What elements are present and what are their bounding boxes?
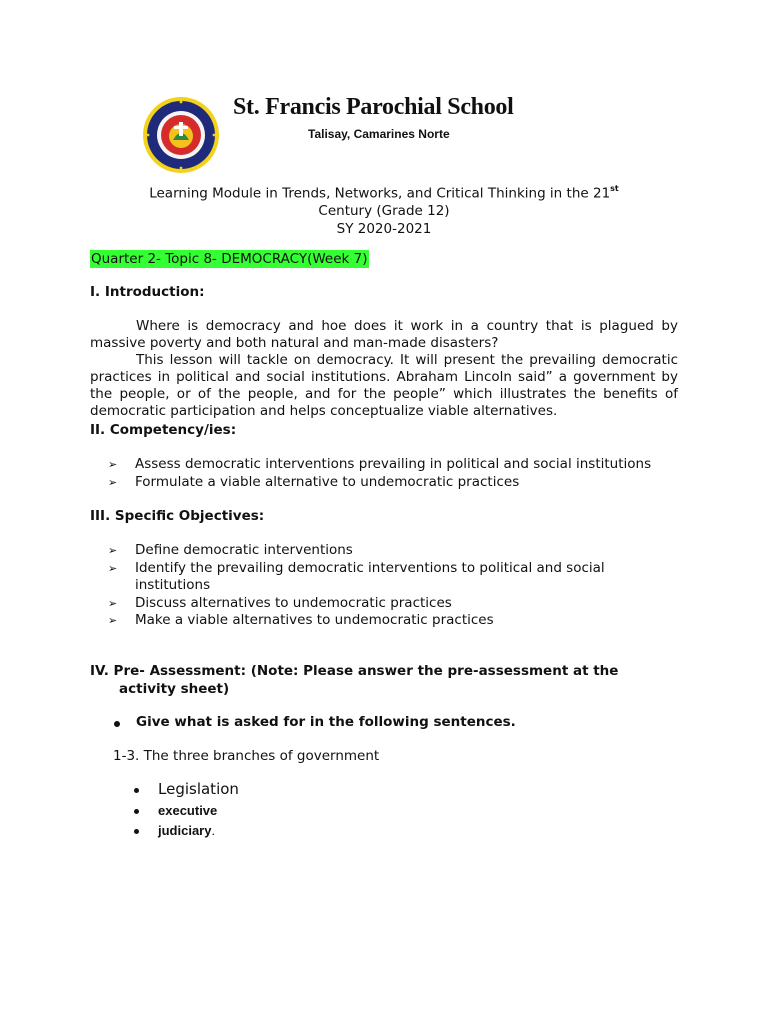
list-item (108, 612, 678, 630)
introduction-paragraph-2-text: This lesson will tackle on democracy. It will present the prevailing democratic practices in political and social institutions. Abraham Lincoln said” a government by the people, or of the people, and for the people” which illustrates the benefits of democratic participation and helps conceptualize viable alternatives. (90, 352, 678, 419)
bullet-icon (134, 829, 139, 834)
bullet-icon (114, 721, 120, 727)
introduction-paragraph-1 (90, 318, 678, 352)
bullet-icon (134, 788, 139, 793)
module-title (90, 181, 678, 238)
list-item-text: Assess democratic interventions prevailing in political and social institutions (135, 456, 652, 472)
arrow-marker-icon: ➢ (108, 561, 118, 575)
school-logo (142, 96, 220, 174)
introduction-heading: I. Introduction: (90, 284, 205, 300)
answer-text: executive (158, 803, 218, 818)
list-item (108, 456, 678, 474)
answer-text: judiciary (158, 823, 212, 838)
list-item (108, 474, 678, 492)
answer-text: Legislation (158, 780, 239, 798)
instruction-text: Give what is asked for in the following sentences. (136, 714, 516, 730)
objectives-list (108, 542, 678, 630)
list-item-text: Discuss alternatives to undemocratic practices (135, 594, 452, 611)
list-item-text: Define democratic interventions (135, 542, 353, 558)
introduction-paragraph-2 (90, 352, 678, 420)
module-title-sup: st (610, 184, 619, 193)
module-title-line3: SY 2020-2021 (336, 220, 432, 237)
pre-assessment-heading-cont: activity sheet) (119, 681, 230, 697)
arrow-marker-icon: ➢ (108, 614, 118, 627)
arrow-marker-icon: ➢ (108, 475, 118, 489)
topic-label: Quarter 2- Topic 8- DEMOCRACY(Week 7) (91, 251, 368, 267)
module-title-line2: Century (Grade 12) (318, 203, 450, 219)
school-name: St. Francis Parochial School (233, 94, 514, 120)
arrow-marker-icon: ➢ (108, 596, 118, 610)
list-item-text: Formulate a viable alternative to undemocratic practices (135, 473, 520, 490)
module-title-line1: Learning Module in Trends, Networks, and Critical Thinking in the 21 (149, 185, 611, 202)
school-address: Talisay, Camarines Norte (308, 127, 450, 141)
list-item (108, 595, 678, 613)
pre-assessment-heading: IV. Pre- Assessment: (Note: Please answer the pre-assessment at the (90, 663, 619, 679)
arrow-marker-icon: ➢ (108, 544, 118, 557)
arrow-marker-icon: ➢ (108, 458, 118, 471)
introduction-paragraph-1-text: Where is democracy and hoe does it work in a country that is plagued by massive poverty and both natural and man-made disasters? (90, 318, 678, 351)
list-item-text: Make a viable alternatives to undemocratic practices (135, 612, 494, 628)
list-item (108, 542, 678, 560)
list-item-text: Identify the prevailing democratic interventions to political and social institutions (135, 559, 605, 593)
bullet-icon (134, 809, 139, 814)
objectives-heading: III. Specific Objectives: (90, 508, 265, 524)
answer-suffix: . (211, 823, 216, 838)
competency-heading: II. Competency/ies: (90, 422, 237, 438)
competency-list (108, 456, 678, 491)
list-item (108, 560, 678, 595)
question-text: 1-3. The three branches of government (113, 748, 380, 764)
